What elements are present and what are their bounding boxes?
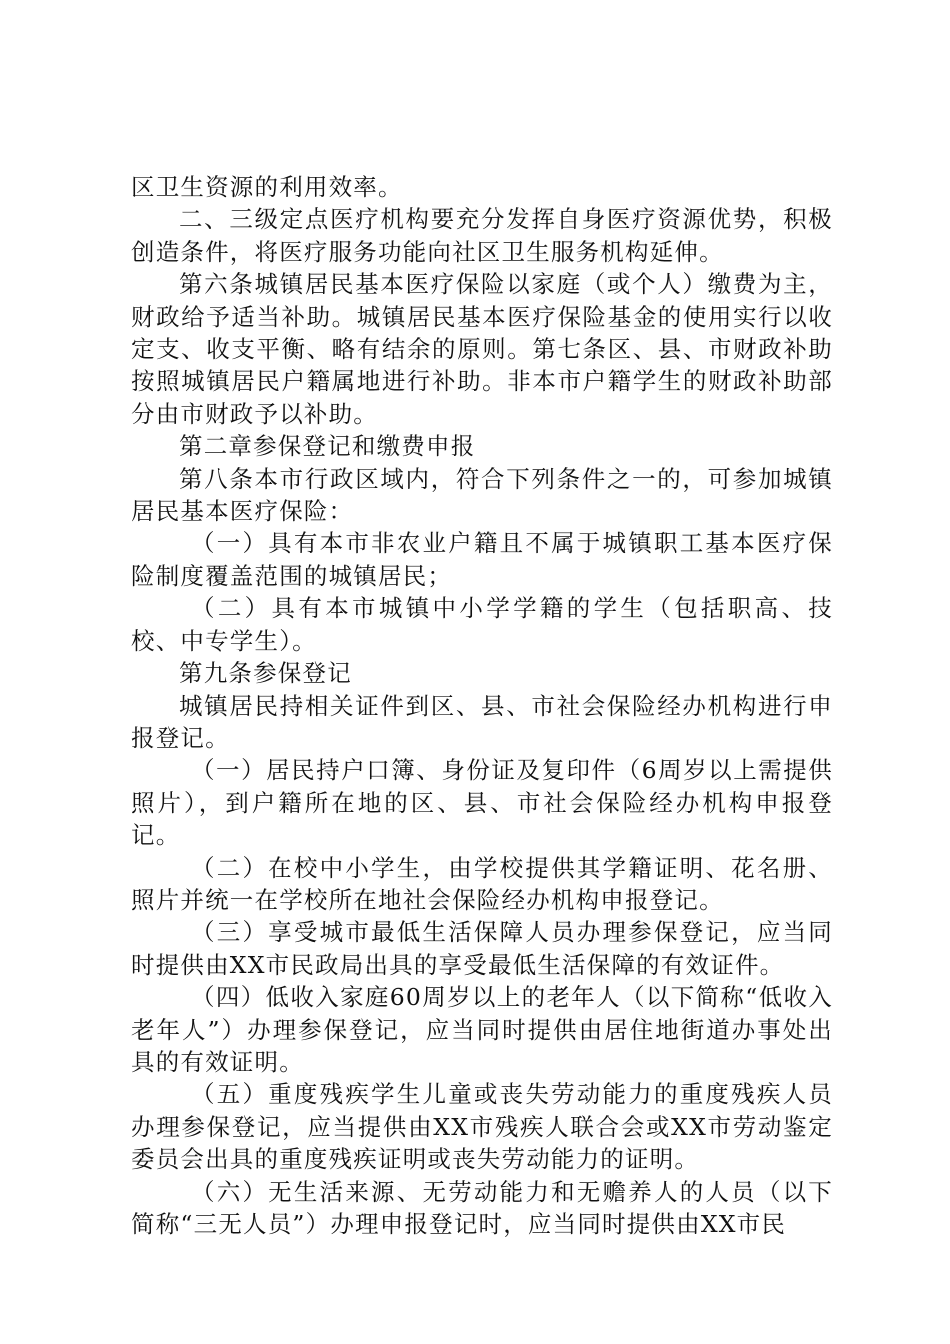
paragraph-article-6-7: 第六条城镇居民基本医疗保险以家庭（或个人）缴费为主，财政给予适当补助。城镇居民基本医疗保险基金的使用实行以收定支、收支平衡、略有结余的原则。第七条区、县、市财政补助按照城镇居民户籍属地进行补助。非本市户籍学生的财政补助部分由市财政予以补助。	[131, 270, 833, 428]
document-body	[131, 171, 833, 1240]
paragraph-registration: 城镇居民持相关证件到区、县、市社会保险经办机构进行申报登记。	[131, 691, 833, 752]
paragraph-article-8: 第八条本市行政区域内，符合下列条件之一的，可参加城镇居民基本医疗保险：	[131, 464, 833, 526]
article-9-heading: 第九条参保登记	[179, 659, 352, 688]
paragraph-continuation: 区卫生资源的利用效率。	[131, 173, 403, 201]
list-item-registration-2: （二）在校中小学生，由学校提供其学籍证明、花名册、照片并统一在学校所在地社会保险经办机构申报登记。	[131, 853, 833, 914]
list-item-registration-6: （六）无生活来源、无劳动能力和无赡养人的人员（以下简称“三无人员”）办理申报登记时，应当同时提供由XX市民	[131, 1177, 833, 1238]
list-item-registration-4: （四）低收入家庭60周岁以上的老年人（以下简称“低收入老年人”）办理参保登记，应当同时提供由居住地街道办事处出具的有效证明。	[131, 983, 833, 1076]
list-item-condition-2: （二）具有本市城镇中小学学籍的学生（包括职高、技校、中专学生）。	[131, 594, 833, 655]
chapter-heading: 第二章参保登记和缴费申报	[179, 432, 476, 461]
paragraph-medical-institutions: 二、三级定点医疗机构要充分发挥自身医疗资源优势，积极创造条件，将医疗服务功能向社区卫生服务机构延伸。	[131, 205, 833, 266]
list-item-condition-1: （一）具有本市非农业户籍且不属于城镇职工基本医疗保险制度覆盖范围的城镇居民；	[131, 529, 833, 590]
list-item-registration-1: （一）居民持户口簿、身份证及复印件（6周岁以上需提供照片），到户籍所在地的区、县、市社会保险经办机构申报登记。	[131, 756, 833, 850]
list-item-registration-5: （五）重度残疾学生儿童或丧失劳动能力的重度残疾人员办理参保登记，应当提供由XX市残疾人联合会或XX市劳动鉴定委员会出具的重度残疾证明或丧失劳动能力的证明。	[131, 1080, 833, 1174]
list-item-registration-3: （三）享受城市最低生活保障人员办理参保登记，应当同时提供由XX市民政局出具的享受最低生活保障的有效证件。	[131, 918, 833, 979]
